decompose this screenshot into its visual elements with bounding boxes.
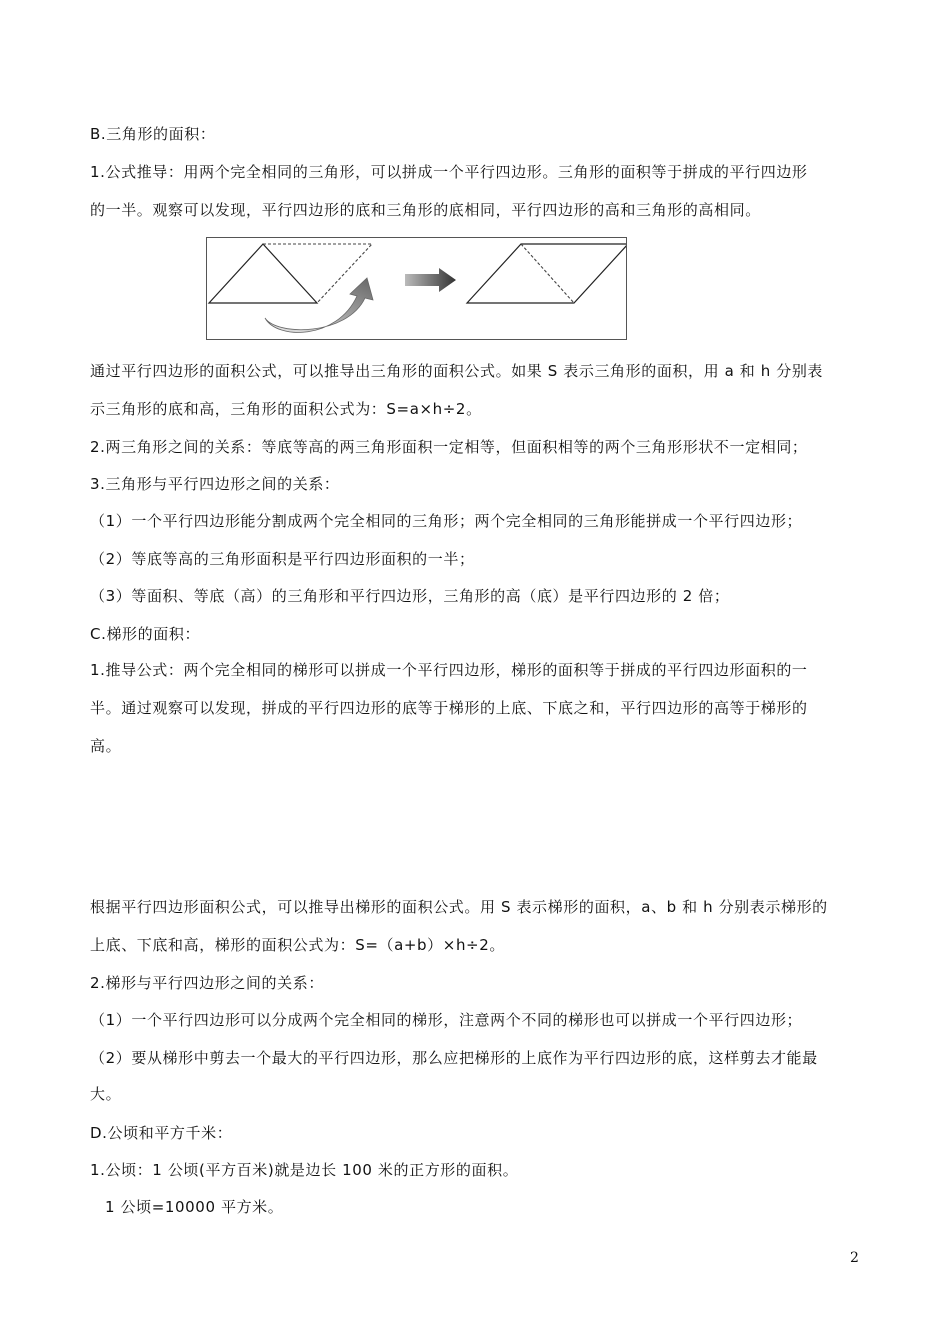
parallelogram (467, 244, 626, 303)
line-relation-1: （1）一个平行四边形能分割成两个完全相同的三角形；两个完全相同的三角形能拼成一个平行四边形； (90, 512, 803, 530)
line-triangle-relation: 2.两三角形之间的关系：等底等高的两三角形面积一定相等，但面积相等的两个三角形形状不一定相同； (90, 438, 808, 456)
line-hectare-conversion: 1 公顷=10000 平方米。 (105, 1198, 284, 1216)
right-arrow (405, 268, 456, 292)
line-triangle-formula-2: 示三角形的底和高，三角形的面积公式为：S=a×h÷2。 (90, 400, 482, 418)
parallelogram-dashed-diagonal (521, 244, 574, 303)
line-c-title: C.梯形的面积： (90, 625, 201, 643)
line-d-title: D.公顷和平方千米： (90, 1124, 233, 1142)
line-triangle-derivation-1: 1.公式推导：用两个完全相同的三角形，可以拼成一个平行四边形。三角形的面积等于拼成的平行四边形 (90, 163, 808, 181)
line-trapezoid-derivation-2: 半。通过观察可以发现，拼成的平行四边形的底等于梯形的上底、下底之和，平行四边形的高等于梯形的 (90, 699, 808, 717)
left-triangle (209, 244, 317, 303)
line-b-title: B.三角形的面积： (90, 125, 216, 143)
line-trapezoid-derivation-3: 高。 (90, 737, 122, 755)
triangle-to-parallelogram-figure (206, 237, 627, 340)
rotation-arrow (265, 278, 373, 332)
line-trapezoid-formula-2: 上底、下底和高，梯形的面积公式为：S=（a+b）×h÷2。 (90, 936, 505, 954)
line-triangle-parallelogram-heading: 3.三角形与平行四边形之间的关系： (90, 475, 340, 493)
line-trapezoid-formula-1: 根据平行四边形面积公式，可以推导出梯形的面积公式。用 S 表示梯形的面积，a、b 和 h 分别表示梯形的 (90, 898, 828, 916)
line-trapezoid-relation-2b: 大。 (90, 1085, 122, 1103)
line-relation-3: （3）等面积、等底（高）的三角形和平行四边形，三角形的高（底）是平行四边形的 2 倍； (90, 587, 730, 605)
line-trapezoid-relation-1: （1）一个平行四边形可以分成两个完全相同的梯形，注意两个不同的梯形也可以拼成一个平行四边形； (90, 1011, 803, 1029)
line-trapezoid-relation-2a: （2）要从梯形中剪去一个最大的平行四边形，那么应把梯形的上底作为平行四边形的底，这样剪去才能最 (90, 1049, 818, 1067)
line-hectare-definition: 1.公顷：1 公顷(平方百米)就是边长 100 米的正方形的面积。 (90, 1161, 519, 1179)
line-triangle-derivation-2: 的一半。观察可以发现，平行四边形的底和三角形的底相同，平行四边形的高和三角形的高相同。 (90, 201, 761, 219)
line-triangle-formula-1: 通过平行四边形的面积公式，可以推导出三角形的面积公式。如果 S 表示三角形的面积，用 a 和 h 分别表 (90, 362, 824, 380)
line-trapezoid-parallelogram-heading: 2.梯形与平行四边形之间的关系： (90, 974, 324, 992)
line-trapezoid-derivation-1: 1.推导公式：两个完全相同的梯形可以拼成一个平行四边形，梯形的面积等于拼成的平行四边形面积的一 (90, 661, 808, 679)
page-number: 2 (850, 1250, 859, 1266)
line-relation-2: （2）等底等高的三角形面积是平行四边形面积的一半； (90, 550, 475, 568)
